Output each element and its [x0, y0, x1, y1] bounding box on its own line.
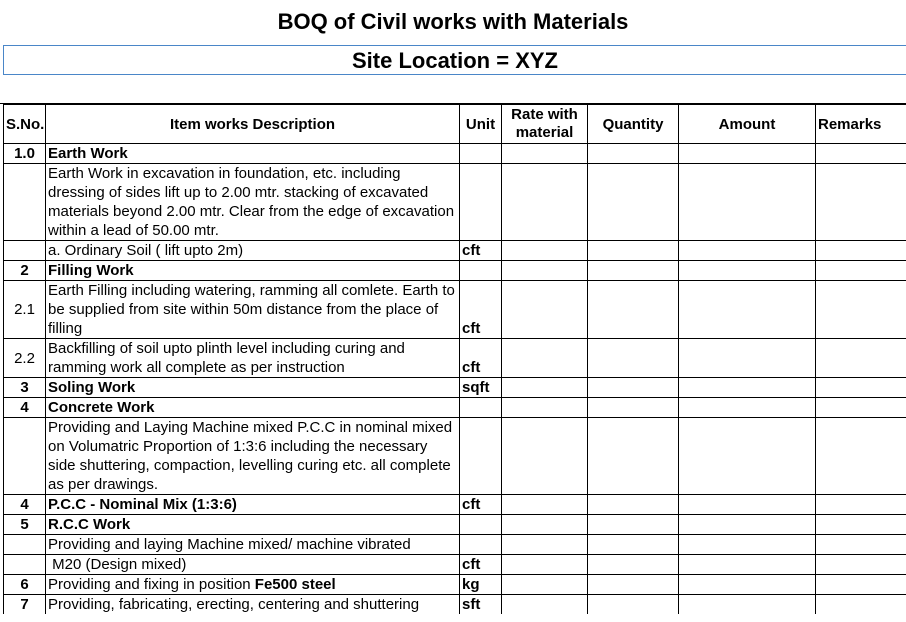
header-rate: Rate with material — [502, 105, 588, 144]
row-remarks[interactable] — [816, 575, 906, 595]
header-amount: Amount — [679, 105, 816, 144]
row-rate[interactable] — [502, 595, 588, 615]
table-row — [4, 535, 906, 555]
row-amount[interactable] — [679, 241, 816, 261]
row-quantity[interactable] — [588, 261, 679, 281]
row-remarks[interactable] — [816, 418, 906, 495]
row-description — [46, 575, 460, 595]
row-quantity[interactable] — [588, 418, 679, 495]
row-amount[interactable] — [679, 261, 816, 281]
row-sno: 4 — [4, 398, 46, 418]
row-quantity[interactable] — [588, 164, 679, 241]
row-rate[interactable] — [502, 281, 588, 339]
row-unit — [460, 515, 502, 535]
row-remarks[interactable] — [816, 261, 906, 281]
table-row — [4, 378, 906, 398]
row-quantity[interactable] — [588, 378, 679, 398]
row-unit — [460, 164, 502, 241]
row-unit: cft — [460, 281, 502, 339]
row-rate[interactable] — [502, 398, 588, 418]
row-sno — [4, 164, 46, 241]
row-quantity[interactable] — [588, 144, 679, 164]
table-row — [4, 164, 906, 241]
table-row — [4, 418, 906, 495]
row-amount[interactable] — [679, 555, 816, 575]
row-quantity[interactable] — [588, 495, 679, 515]
table-row — [4, 261, 906, 281]
row-remarks[interactable] — [816, 555, 906, 575]
table-row — [4, 281, 906, 339]
row-quantity[interactable] — [588, 535, 679, 555]
header-unit: Unit — [460, 105, 502, 144]
row-description: Concrete Work — [46, 398, 460, 418]
row-sno: 1.0 — [4, 144, 46, 164]
row-remarks[interactable] — [816, 144, 906, 164]
row-unit — [460, 144, 502, 164]
table-row — [4, 555, 906, 575]
row-sno: 5 — [4, 515, 46, 535]
row-amount[interactable] — [679, 339, 816, 378]
row-unit: cft — [460, 555, 502, 575]
table-row — [4, 241, 906, 261]
row-description-bold: Fe500 steel — [254, 576, 336, 593]
document-title: BOQ of Civil works with Materials — [277, 9, 629, 34]
row-remarks[interactable] — [816, 378, 906, 398]
row-description: R.C.C Work — [46, 515, 460, 535]
row-rate[interactable] — [502, 261, 588, 281]
row-amount[interactable] — [679, 281, 816, 339]
row-remarks[interactable] — [816, 281, 906, 339]
row-rate[interactable] — [502, 555, 588, 575]
row-description: Earth Filling including watering, ramming all comlete. Earth to be supplied from site within 50m distance from the place of filling — [46, 281, 460, 339]
row-quantity[interactable] — [588, 241, 679, 261]
row-quantity[interactable] — [588, 398, 679, 418]
row-rate[interactable] — [502, 495, 588, 515]
row-description: Providing and laying Machine mixed/ machine vibrated — [46, 535, 460, 555]
row-amount[interactable] — [679, 144, 816, 164]
row-amount[interactable] — [679, 378, 816, 398]
row-sno — [4, 535, 46, 555]
row-rate[interactable] — [502, 575, 588, 595]
table-row — [4, 495, 906, 515]
table-row — [4, 144, 906, 164]
row-amount[interactable] — [679, 398, 816, 418]
row-description: Providing and Laying Machine mixed P.C.C in nominal mixed on Volumatric Proportion of 1:3:6 including the necessary side shuttering, compaction, levelling curing etc. all complete as per drawings. — [46, 418, 460, 495]
row-unit — [460, 418, 502, 495]
row-remarks[interactable] — [816, 398, 906, 418]
header-quantity: Quantity — [588, 105, 679, 144]
boq-table — [3, 104, 906, 614]
row-sno — [4, 555, 46, 575]
row-amount[interactable] — [679, 535, 816, 555]
table-row — [4, 339, 906, 378]
row-rate[interactable] — [502, 241, 588, 261]
row-sno: 2.1 — [4, 281, 46, 339]
row-amount[interactable] — [679, 418, 816, 495]
row-unit: cft — [460, 241, 502, 261]
row-remarks[interactable] — [816, 164, 906, 241]
row-description: Filling Work — [46, 261, 460, 281]
row-remarks[interactable] — [816, 495, 906, 515]
table-row — [4, 575, 906, 595]
table-row — [4, 595, 906, 615]
row-quantity[interactable] — [588, 575, 679, 595]
row-quantity[interactable] — [588, 595, 679, 615]
row-amount[interactable] — [679, 575, 816, 595]
row-remarks[interactable] — [816, 535, 906, 555]
row-description-text: Providing and fixing in position — [48, 576, 255, 593]
row-remarks[interactable] — [816, 241, 906, 261]
row-remarks[interactable] — [816, 595, 906, 615]
row-quantity[interactable] — [588, 339, 679, 378]
row-unit: sqft — [460, 378, 502, 398]
table-row — [4, 515, 906, 535]
row-rate[interactable] — [502, 144, 588, 164]
row-unit: sft — [460, 595, 502, 615]
row-unit — [460, 398, 502, 418]
row-rate[interactable] — [502, 418, 588, 495]
header-remarks: Remarks — [816, 105, 906, 144]
row-unit: cft — [460, 495, 502, 515]
row-unit: cft — [460, 339, 502, 378]
row-description: M20 (Design mixed) — [46, 555, 460, 575]
row-quantity[interactable] — [588, 515, 679, 535]
row-sno: 4 — [4, 495, 46, 515]
row-sno: 3 — [4, 378, 46, 398]
header-row — [4, 105, 906, 144]
row-description: Earth Work in excavation in foundation, etc. including dressing of sides lift up to 2.00 mtr. stacking of excavated materials beyond 2.00 mtr. Clear from the edge of excavation within a lead of 50.00 mtr. — [46, 164, 460, 241]
row-amount[interactable] — [679, 495, 816, 515]
row-remarks[interactable] — [816, 515, 906, 535]
row-remarks[interactable] — [816, 339, 906, 378]
row-amount[interactable] — [679, 515, 816, 535]
row-rate[interactable] — [502, 164, 588, 241]
row-description: Providing, fabricating, erecting, centering and shuttering — [46, 595, 460, 615]
row-unit — [460, 535, 502, 555]
row-rate[interactable] — [502, 515, 588, 535]
row-rate[interactable] — [502, 378, 588, 398]
row-description: Earth Work — [46, 144, 460, 164]
row-amount[interactable] — [679, 595, 816, 615]
row-quantity[interactable] — [588, 555, 679, 575]
row-sno — [4, 418, 46, 495]
row-quantity[interactable] — [588, 281, 679, 339]
row-sno: 2.2 — [4, 339, 46, 378]
row-description: a. Ordinary Soil ( lift upto 2m) — [46, 241, 460, 261]
row-description: P.C.C - Nominal Mix (1:3:6) — [46, 495, 460, 515]
row-unit — [460, 261, 502, 281]
row-description: Backfilling of soil upto plinth level including curing and ramming work all complete as per instruction — [46, 339, 460, 378]
row-sno — [4, 241, 46, 261]
site-location: Site Location = XYZ — [3, 45, 906, 75]
row-amount[interactable] — [679, 164, 816, 241]
header-description: Item works Description — [46, 105, 460, 144]
row-rate[interactable] — [502, 339, 588, 378]
row-sno: 6 — [4, 575, 46, 595]
header-sno: S.No. — [4, 105, 46, 144]
row-unit: kg — [460, 575, 502, 595]
row-description: Soling Work — [46, 378, 460, 398]
row-sno: 7 — [4, 595, 46, 615]
row-rate[interactable] — [502, 535, 588, 555]
row-sno: 2 — [4, 261, 46, 281]
table-row — [4, 398, 906, 418]
